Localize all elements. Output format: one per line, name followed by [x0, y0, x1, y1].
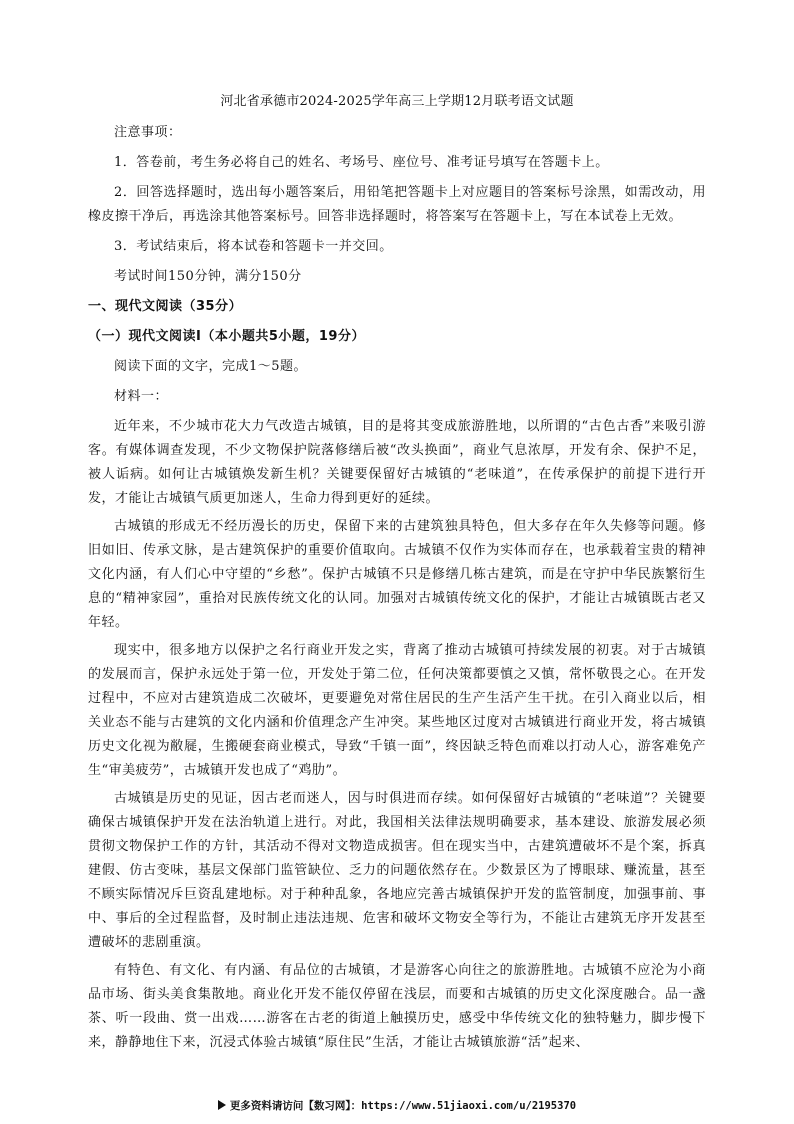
document-title: 河北省承德市2024-2025学年高三上学期12月联考语文试题: [220, 94, 574, 109]
paragraph-5: 有特色、有文化、有内涵、有品位的古城镇，才是游客心向往之的旅游胜地。古城镇不应沦为小商品市场、街头美食集散地。商业化开发不能仅停留在浅层，而要和古城镇的历史文化深度融合。品一盏茶、听一段曲、赏一出戏……游客在古老的街道上触摸历史，感受中华传统文化的独特魅力，脚步慢下来，静静地住下来，沉浸式体验古城镇“原住民”生活，才能让古城镇旅游“活”起来、: [88, 963, 706, 1050]
material-label: 材料一：: [114, 389, 169, 404]
footer-text[interactable]: 更多资料请访问【数习网】：https://www.51jiaoxi.com/u/2195370: [229, 1100, 577, 1112]
paragraph-3: 现实中，很多地方以保护之名行商业开发之实，背离了推动古城镇可持续发展的初衷。对于古城镇的发展而言，保护永远处于第一位，开发处于第二位，任何决策都要慎之又慎，常怀敬畏之心。在开发过程中，不应对古建筑造成二次破坏，更要避免对常住居民的生产生活产生干扰。在引入商业以后，相关业态不能与古建筑的文化内涵和价值理念产生冲突。某些地区过度对古城镇进行商业开发，将古城镇历史文化视为敝屣，生搬硬套商业模式，导致“千镇一面”，终因缺乏特色而难以打动人心，游客难免产生“审美疲劳”，古城镇开发也成了“鸡肋”。: [88, 643, 706, 778]
paragraph-2: 古城镇的形成无不经历漫长的历史，保留下来的古建筑独具特色，但大多存在年久失修等问题。修旧如旧、传承文脉，是古建筑保护的重要价值取向。古城镇不仅作为实体而存在，也承载着宝贵的精神文化内涵，有人们心中守望的“乡愁”。保护古城镇不只是修缮几栋古建筑，而是在守护中华民族繁衍生息的“精神家园”，重拾对民族传统文化的认同。加强对古城镇传统文化的保护，才能让古城镇既古老又年轻。: [88, 519, 706, 630]
notice-label: 注意事项：: [114, 125, 182, 140]
notice-item-2: 2．回答选择题时，选出每小题答案后，用铅笔把答题卡上对应题目的答案标号涂黑，如需改动，用橡皮擦干净后，再选涂其他答案标号。回答非选择题时，将答案写在答题卡上，写在本试卷上无效。: [88, 185, 706, 224]
paragraph-4: 古城镇是历史的见证，因古老而迷人，因与时俱进而存续。如何保留好古城镇的“老味道”？关键要确保古城镇保护开发在法治轨道上进行。对此，我国相关法律法规明确要求，基本建设、旅游发展必须贯彻文物保护工作的方针，其活动不得对文物造成损害。但在现实当中，古建筑遭破坏不是个案，拆真建假、仿古变味，基层文保部门监管缺位、乏力的问题依然存在。少数景区为了博眼球、赚流量，甚至不顾实际情况斥巨资乱建地标。对于种种乱象，各地应完善古城镇保护开发的监管制度，加强事前、事中、事后的全过程监督，及时制止违法违规、危害和破坏文物安全等行为，不能让古建筑无序开发甚至遭破坏的悲剧重演。: [88, 791, 706, 950]
exam-info: 考试时间150分钟，满分150分: [114, 269, 302, 284]
footer-link[interactable]: [0, 1098, 794, 1114]
section-heading: 一、现代文阅读（35分）: [88, 299, 243, 314]
subsection-heading: （一）现代文阅读Ⅰ（本小题共5小题，19分）: [88, 329, 365, 344]
notice-item-1: 1．答卷前，考生务必将自己的姓名、考场号、座位号、准考证号填写在答题卡上。: [114, 155, 609, 170]
paragraph-1: 近年来，不少城市花大力气改造古城镇，目的是将其变成旅游胜地，以所谓的“古色古香”来吸引游客。有媒体调查发现，不少文物保护院落修缮后被“改头换面”，商业气息浓厚，开发有余、保护不足，被人诟病。如何让古城镇焕发新生机？关键要保留好古城镇的“老味道”，在传承保护的前提下进行开发，才能让古城镇气质更加迷人，生命力得到更好的延续。: [88, 419, 706, 506]
reading-instruction: 阅读下面的文字，完成1～5题。: [114, 359, 308, 374]
notice-item-3: 3．考试结束后，将本试卷和答题卡一并交回。: [114, 239, 393, 254]
flag-icon: [218, 1100, 226, 1110]
